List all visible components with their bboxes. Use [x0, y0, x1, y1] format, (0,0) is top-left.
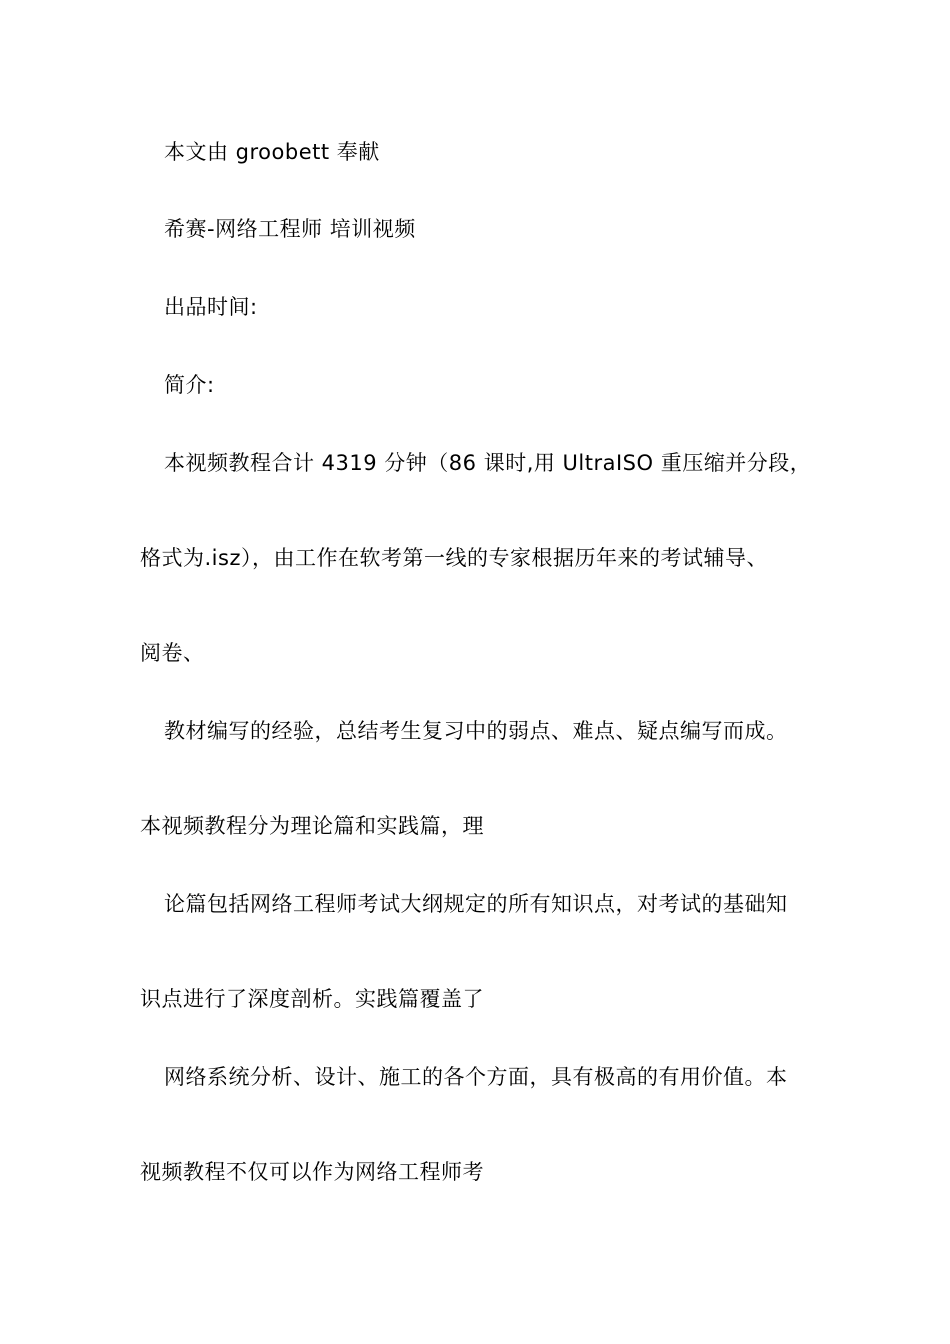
body-line: 本视频教程合计 4319 分钟（86 课时,用 UltraISO 重压缩并分段， — [164, 451, 812, 475]
body-line: 格式为.isz），由工作在软考第一线的专家根据历年来的考试辅导、 — [140, 546, 768, 570]
contributor-line: 本文由 groobett 奉献 — [164, 140, 380, 164]
body-line: 教材编写的经验，总结考生复习中的弱点、难点、疑点编写而成。 — [164, 719, 788, 743]
document-title: 希赛-网络工程师 培训视频 — [164, 217, 416, 241]
intro-label: 简介: — [164, 373, 215, 397]
body-line: 论篇包括网络工程师考试大纲规定的所有知识点，对考试的基础知 — [164, 892, 788, 916]
release-time-label: 出品时间: — [164, 295, 258, 319]
body-line: 视频教程不仅可以作为网络工程师考 — [140, 1160, 484, 1184]
body-line: 阅卷、 — [140, 641, 205, 665]
body-line: 识点进行了深度剖析。实践篇覆盖了 — [140, 987, 484, 1011]
body-line: 本视频教程分为理论篇和实践篇，理 — [140, 814, 484, 838]
body-line: 网络系统分析、设计、施工的各个方面，具有极高的有用价值。本 — [164, 1065, 788, 1089]
